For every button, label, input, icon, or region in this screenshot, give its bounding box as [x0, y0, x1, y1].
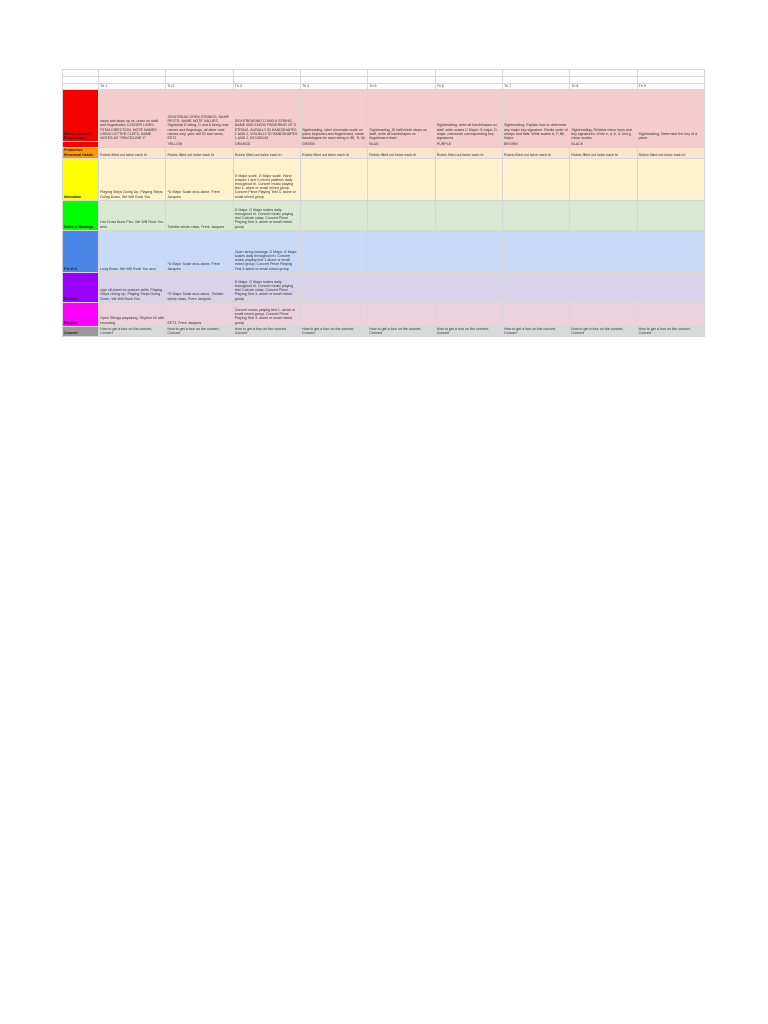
table-cell[interactable] — [435, 158, 502, 200]
table-cell[interactable] — [637, 302, 704, 326]
color-level-cell[interactable]: BLUE — [368, 142, 435, 148]
blank-cell[interactable] — [435, 70, 502, 77]
table-cell[interactable] — [368, 200, 435, 230]
row-label[interactable]: Notes & Bowings — [63, 200, 99, 230]
table-cell[interactable] — [503, 200, 570, 230]
table-cell[interactable]: Sightreading, Explain how to determine any major key signature. Recite order of sharps and flats. Write scales A, F, Bb Major. — [503, 90, 570, 142]
blank-cell[interactable] — [63, 70, 99, 77]
table-cell[interactable]: steps and skips up vs. down on staff and fingerboard, LEDGER LINES, STEM DIRECTION, NOTE NAMES USING LETTER CLEFS, NAME NOTES AS "SPACE/LINE X" — [99, 90, 166, 142]
blank-row — [63, 70, 705, 77]
row-label[interactable]: Posture — [63, 272, 99, 302]
table-cell[interactable]: Rubric filled out twice each tri — [503, 148, 570, 158]
table-cell[interactable] — [503, 158, 570, 200]
blank-cell[interactable] — [166, 77, 233, 84]
table-cell[interactable]: Rubric filled out twice each tri — [637, 148, 704, 158]
column-header[interactable]: Tri 4 — [301, 84, 368, 90]
column-header[interactable]: Tri 3 — [233, 84, 300, 90]
table-cell[interactable]: Sightreading, write all handshapes on staff, write scales C Major, G major, D major, memorize corresponding key signatures — [435, 90, 502, 142]
table-cell[interactable]: Concert music playing test 1- alone or small mixed group. Concert Piece Playing Test 3- alone or small mixed group — [233, 302, 300, 326]
table-cell[interactable]: Open Strings playalong, Rhythm #3 with recording — [99, 302, 166, 326]
table-cell[interactable]: Sightreading, label chromatic scale on piano keyboard and fingerboard, name handshapes for each string in 8ff, 'ff, 3# — [301, 90, 368, 142]
table-cell[interactable] — [435, 230, 502, 272]
table-cell[interactable]: How to get a four on the concert, Concert — [503, 326, 570, 336]
table-cell[interactable]: Sightreading, Relative minor keys and key signatures. Write e, a, b, d, and g minor scales. — [570, 90, 637, 142]
table-cell[interactable]: Sightreading, ID half/whole steps on staff, write all handshapes on fingerboard chart — [368, 90, 435, 142]
curriculum-spreadsheet — [62, 69, 705, 337]
table-cell[interactable]: How to get a four on the concert, Concert — [301, 326, 368, 336]
color-level-cell[interactable]: BLACK — [570, 142, 637, 148]
column-header[interactable]: Tri 5 — [368, 84, 435, 90]
table-row — [63, 90, 705, 142]
color-level-cell[interactable]: PURPLE — [435, 142, 502, 148]
table-row — [63, 302, 705, 326]
table-cell[interactable]: Rubric filled out twice each tri — [166, 148, 233, 158]
table-cell[interactable] — [435, 200, 502, 230]
blank-cell[interactable] — [503, 77, 570, 84]
table-cell[interactable]: Rubric filled out twice each tri — [570, 148, 637, 158]
row-label[interactable]: P.A.W.S. — [63, 230, 99, 272]
table-cell[interactable]: How to get a four on the concert, Concert — [570, 326, 637, 336]
table-cell[interactable]: D Major, G Major scales daily throughout tri. Concert music playing test 2-whole class; Concert Piece Playing Test 3- alone or small mixed group — [233, 272, 300, 302]
color-level-cell[interactable]: YELLOW — [166, 142, 233, 148]
table-cell[interactable]: *D Major Scale arco-alone, Frere Jacques — [166, 230, 233, 272]
row-label[interactable]: Concert — [63, 326, 99, 336]
blank-cell[interactable] — [301, 77, 368, 84]
table-cell[interactable] — [301, 200, 368, 230]
table-cell[interactable] — [570, 302, 637, 326]
table-cell[interactable] — [570, 272, 637, 302]
table-cell[interactable]: Twinkle-whole class, Frere Jacques — [166, 200, 233, 230]
table-row — [63, 200, 705, 230]
table-row — [63, 148, 705, 158]
table-cell[interactable] — [570, 230, 637, 272]
blank-cell[interactable] — [570, 77, 637, 84]
table-row — [63, 272, 705, 302]
table-cell[interactable]: *D Major Scale arco-alone, Twinkle-whole class, Frere Jacques — [166, 272, 233, 302]
table-cell[interactable] — [368, 230, 435, 272]
column-header[interactable]: Tri 7 — [503, 84, 570, 90]
blank-cell[interactable] — [637, 70, 704, 77]
table-cell[interactable] — [368, 158, 435, 200]
column-header[interactable]: Tri 9 — [637, 84, 704, 90]
color-level-cell[interactable]: GREEN — [301, 142, 368, 148]
blank-row — [63, 77, 705, 84]
table-cell[interactable]: sign off sheet for posture skills, Playing Steps Going Up, Playing Steps Going Down, We Will Rock You — [99, 272, 166, 302]
column-header[interactable]: Tri 2 — [166, 84, 233, 90]
table-cell[interactable]: SIGHTREAD OPEN STRINGS, NAME RESTS, NAME NOTE VALUES, Sightread D string, D and A string note names and fingerings, all other note names only, your clef ID and name, EE72 — [166, 90, 233, 142]
row-label[interactable]: Productive Rehearsal Habits — [63, 148, 99, 158]
table-cell[interactable]: Open string bowings, D Major, G Major scales daily throughout tri. Concert music playing test 1-alone or small mixed group; Concert Piece Playing Test 3-alone or small mixed group — [233, 230, 300, 272]
table-cell[interactable] — [503, 302, 570, 326]
table-cell[interactable] — [301, 158, 368, 200]
table-cell[interactable]: D Major, G Major scales daily throughout tri. Concert music playing test 2-whole class; Concert Piece Playing Test 3- alone or small mixed group — [233, 200, 300, 230]
table-cell[interactable]: *D Major Scale arco-alone, Frere Jacques — [166, 158, 233, 200]
blank-cell[interactable] — [368, 77, 435, 84]
table-cell[interactable] — [368, 302, 435, 326]
table-cell[interactable] — [301, 230, 368, 272]
column-header[interactable]: Tri 8 — [570, 84, 637, 90]
table-cell[interactable]: Rubric filled out twice each tri — [301, 148, 368, 158]
color-level-cell[interactable]: BROWN — [503, 142, 570, 148]
blank-cell[interactable] — [233, 70, 300, 77]
table-row — [63, 230, 705, 272]
table-cell[interactable] — [435, 302, 502, 326]
table-cell[interactable] — [301, 302, 368, 326]
blank-cell[interactable] — [99, 70, 166, 77]
table-cell[interactable]: Rubric filled out twice each tri — [233, 148, 300, 158]
row-label[interactable]: Intonation — [63, 158, 99, 200]
table-cell[interactable]: How to get a four on the concert, Concert — [368, 326, 435, 336]
color-level-cell[interactable]: ORANGE — [233, 142, 300, 148]
table-cell[interactable]: Rubric filled out twice each tri — [435, 148, 502, 158]
blank-cell[interactable] — [435, 77, 502, 84]
table-cell[interactable] — [637, 230, 704, 272]
column-header[interactable]: Tri 6 — [435, 84, 502, 90]
table-cell[interactable] — [570, 200, 637, 230]
table-cell[interactable] — [570, 158, 637, 200]
table-cell[interactable] — [637, 272, 704, 302]
blank-cell[interactable] — [233, 77, 300, 84]
table-cell[interactable] — [637, 158, 704, 200]
blank-cell[interactable] — [503, 70, 570, 77]
table-cell[interactable]: D Major scale, G Major scale, Hand shapes 1 and 2 mixed patterns daily throughout tri. Concert music playing test 1- alone or small mixed group. Concert Piece Playing Test 3- alone or small mixed group — [233, 158, 300, 200]
table-cell[interactable]: Playing Steps Going Up, Playing Steps Going Down, We Will Rock You — [99, 158, 166, 200]
table-cell[interactable]: EE73, Frere Jacques — [166, 302, 233, 326]
table-cell[interactable]: Rubric filled out twice each tri — [368, 148, 435, 158]
table-cell[interactable]: How to get a four on the concert, Concert — [637, 326, 704, 336]
blank-cell[interactable] — [301, 70, 368, 77]
blank-cell[interactable] — [166, 70, 233, 77]
table-cell[interactable] — [301, 272, 368, 302]
table-cell[interactable] — [637, 200, 704, 230]
table-cell[interactable]: How to get a four on the concert, Concert — [435, 326, 502, 336]
row-label[interactable]: Music Literacy / Progression — [63, 90, 99, 142]
blank-cell[interactable] — [368, 70, 435, 77]
table-cell[interactable] — [368, 272, 435, 302]
row-label[interactable]: Rhythm — [63, 302, 99, 326]
table-cell[interactable]: SIGHTREADING D AND A STRING, NAME AND KNOW FINGERING OF G STRING, AURALLY ID HANDSHAPES 1 AND 2, VISUALLY ID HANDSHAPES 1 AND 2, EE138/143 — [233, 90, 300, 142]
table-row — [63, 158, 705, 200]
blank-cell[interactable] — [570, 70, 637, 77]
table-cell[interactable]: Sightreading, Determine the key of a piece. — [637, 90, 704, 142]
table-cell[interactable]: How to get a four on the concert, Concert — [233, 326, 300, 336]
table-cell[interactable] — [503, 272, 570, 302]
table-cell[interactable] — [435, 272, 502, 302]
column-header[interactable]: Tri 1 — [99, 84, 166, 90]
blank-cell[interactable] — [637, 77, 704, 84]
table-cell[interactable]: How to get a four on the concert, Concert — [166, 326, 233, 336]
table-row — [63, 326, 705, 336]
table-cell[interactable]: Hot Cross Buns Pizz, We Will Rock You arco — [99, 200, 166, 230]
blank-cell[interactable] — [99, 77, 166, 84]
table-cell[interactable]: Rubric filled out twice each tri — [99, 148, 166, 158]
table-cell[interactable]: How to get a four on the concert, Concert — [99, 326, 166, 336]
table-cell[interactable] — [503, 230, 570, 272]
table-cell[interactable]: Long Bows, We Will Rock You arco — [99, 230, 166, 272]
blank-cell[interactable] — [63, 77, 99, 84]
